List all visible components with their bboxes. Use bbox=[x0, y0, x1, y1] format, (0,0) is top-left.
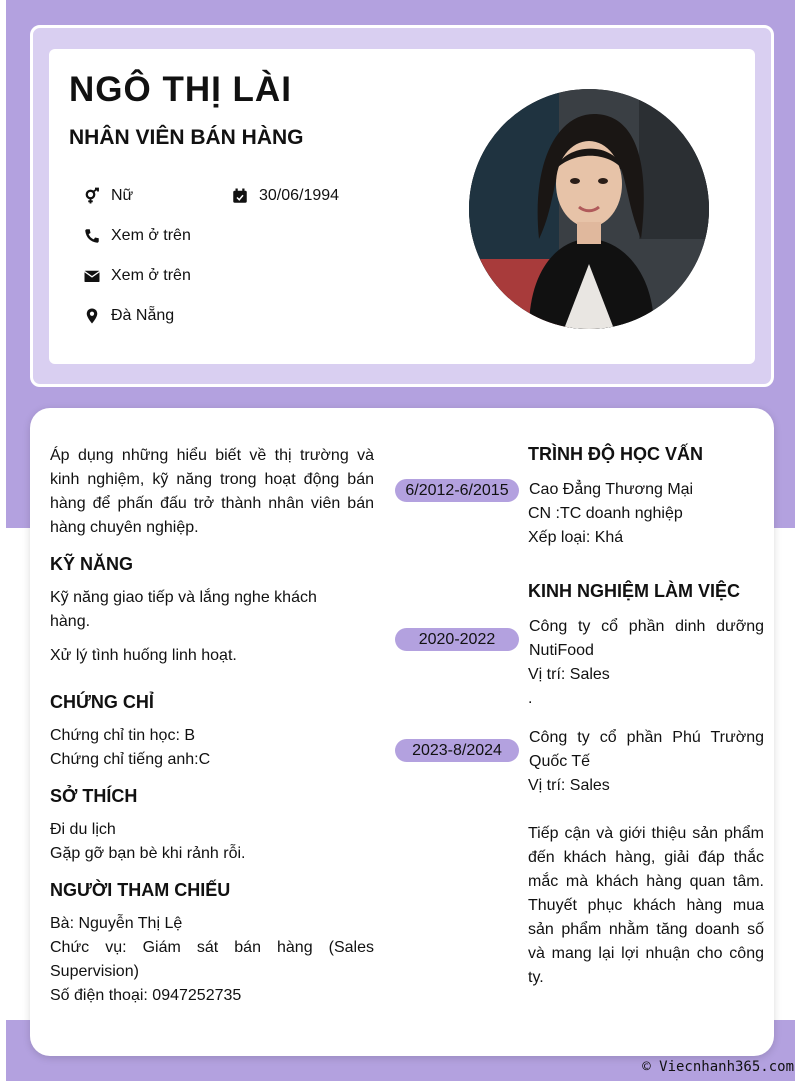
education-school: Cao Đẳng Thương Mại bbox=[529, 481, 694, 498]
certificates-title: CHỨNG CHỈ bbox=[50, 692, 154, 712]
job-company: Công ty cổ phần dinh dưỡng NutiFood bbox=[529, 618, 764, 659]
references-title: NGƯỜI THAM CHIẾU bbox=[50, 880, 231, 900]
certificate-item: Chứng chỉ tin học: B bbox=[50, 727, 196, 744]
education-period-badge: 6/2012-6/2015 bbox=[395, 479, 519, 502]
reference-position: Chức vụ: Giám sát bán hàng (Sales Supervision) bbox=[50, 939, 374, 980]
email-value: Xem ở trên bbox=[111, 267, 191, 284]
certificate-item: Chứng chỉ tiếng anh:C bbox=[50, 751, 211, 768]
calendar-icon bbox=[231, 187, 249, 205]
gender-value: Nữ bbox=[111, 187, 134, 204]
gender-info bbox=[83, 187, 133, 205]
address-value: Đà Nẵng bbox=[111, 307, 175, 324]
job-position: Vị trí: Sales bbox=[528, 666, 610, 683]
job-company: Công ty cổ phần Phú Trường Quốc Tế bbox=[529, 729, 764, 770]
career-objective: Áp dụng những hiểu biết về thị trường và kinh nghiệm, kỹ năng trong hoạt động bán hàng để phấn đấu trở thành nhân viên bán hàng chuyên nghiệp. bbox=[50, 447, 374, 536]
birthday-info bbox=[231, 187, 339, 205]
education-rank: Xếp loại: Khá bbox=[528, 529, 624, 546]
job-title: NHÂN VIÊN BÁN HÀNG bbox=[69, 126, 304, 149]
job-note: . bbox=[528, 690, 533, 707]
skills-title: KỸ NĂNG bbox=[50, 554, 134, 574]
hobbies-title: SỞ THÍCH bbox=[50, 786, 138, 806]
phone-icon bbox=[83, 227, 101, 245]
hobby-item: Đi du lịch bbox=[50, 821, 116, 838]
reference-phone: Số điện thoại: 0947252735 bbox=[50, 987, 242, 1004]
job-description: Tiếp cận và giới thiệu sản phẩm đến khách hàng, giải đáp thắc mắc mà khách hàng quan tâm. Thuyết phục khách hàng mua sản phẩm nhằm tăng doanh số và mang lại lợi nhuận cho công ty. bbox=[528, 825, 764, 986]
candidate-name: NGÔ THỊ LÀI bbox=[69, 70, 292, 109]
phone-info bbox=[83, 227, 191, 245]
email-info bbox=[83, 267, 191, 285]
reference-name: Bà: Nguyễn Thị Lệ bbox=[50, 915, 183, 932]
profile-photo bbox=[469, 89, 709, 329]
birthday-value: 30/06/1994 bbox=[259, 187, 340, 204]
location-pin-icon bbox=[83, 307, 101, 325]
job-position: Vị trí: Sales bbox=[528, 777, 610, 794]
skill-item: Xử lý tình huống linh hoạt. bbox=[50, 647, 237, 664]
gender-icon bbox=[83, 187, 101, 205]
job-period-badge: 2020-2022 bbox=[395, 628, 519, 651]
footer-copyright: © Viecnhanh365.com bbox=[642, 1059, 794, 1075]
job-period-badge: 2023-8/2024 bbox=[395, 739, 519, 762]
skill-item: Kỹ năng giao tiếp và lắng nghe khách hàng. bbox=[50, 589, 317, 630]
experience-title: KINH NGHIỆM LÀM VIỆC bbox=[528, 581, 741, 601]
phone-value: Xem ở trên bbox=[111, 227, 191, 244]
hobby-item: Gặp gỡ bạn bè khi rảnh rỗi. bbox=[50, 845, 246, 862]
envelope-icon bbox=[83, 267, 101, 285]
education-title: TRÌNH ĐỘ HỌC VẤN bbox=[528, 444, 703, 464]
address-info bbox=[83, 307, 174, 325]
education-major: CN :TC doanh nghiệp bbox=[528, 505, 683, 522]
